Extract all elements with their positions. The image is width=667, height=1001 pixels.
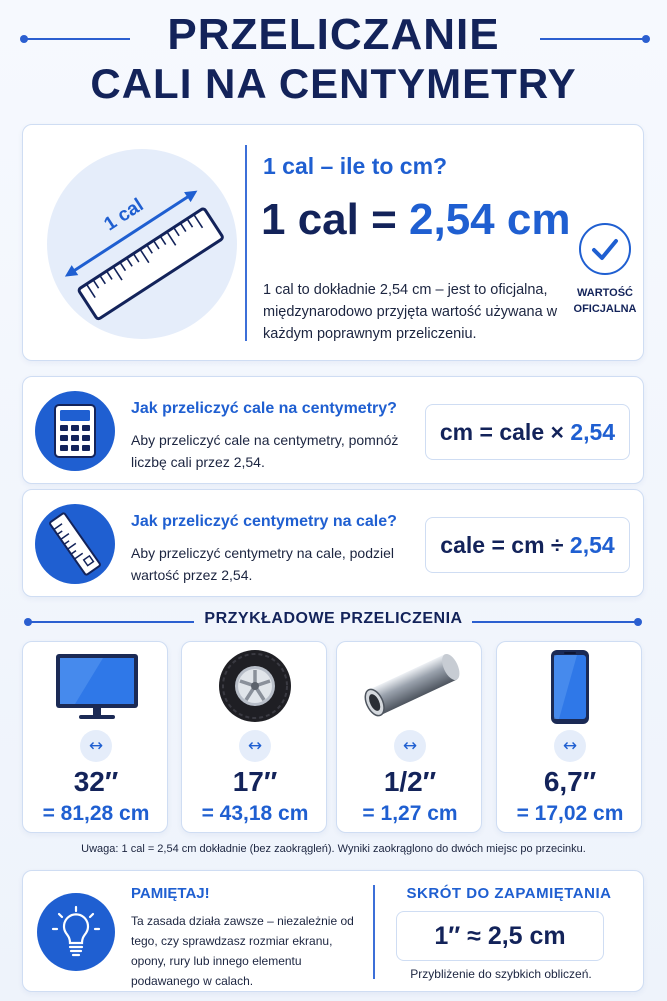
conversion-description: Aby przeliczyć centymetry na cale, podziel wartość przez 2,54. [131,545,394,583]
hero-divider [245,145,247,341]
conversion-card-inches-to-cm [22,376,644,484]
shortcut-title: SKRÓT DO ZAPAMIĘTANIA [406,885,612,902]
conversion-arrow-icon: ↔ [394,730,426,762]
conversion-arrow-icon: ↔ [80,730,112,762]
badge-line2: OFICJALNA [573,303,637,315]
examples-section-title: PRZYKŁADOWE PRZELICZENIA [204,610,463,627]
calculator-icon [35,391,115,471]
example-inches: 17″ [232,766,278,797]
tire-illustration [182,646,328,726]
example-cm: = 1,27 cm [362,802,458,825]
conversion-description: Aby przeliczyć cale na centymetry, pomnóż liczbę cali przez 2,54. [131,432,399,470]
formula-value: 2,54 [569,532,615,558]
rounding-note: Uwaga: 1 cal = 2,54 cm dokładnie (bez zaokrągleń). Wyniki zaokrąglono do dwóch miejsc po przecinku. [81,843,586,855]
hero-card [22,124,644,361]
tire-icon [182,646,328,726]
remember-title: PAMIĘTAJ! [131,885,210,902]
formula-box [425,517,630,573]
tips-divider [373,885,375,979]
shortcut-formula: 1″ ≈ 2,5 cm [396,911,604,961]
example-card-smartphone [496,641,642,833]
example-cm: = 17,02 cm [516,802,624,825]
ruler-icon [47,149,237,339]
ruler-illustration [47,149,237,339]
ruler-icon-circle [35,504,115,584]
smartphone-illustration [497,646,643,726]
header [0,0,667,120]
example-cm: = 43,18 cm [201,802,309,825]
hero-description: 1 cal to dokładnie 2,54 cm – jest to oficjalna, międzynarodowo przyjęta wartość używana w każdym poprawnym przeliczeniu. [263,282,558,342]
hero-question: 1 cal – ile to cm? [263,153,448,179]
calculator-icon-circle [35,391,115,471]
conversion-title: Jak przeliczyć cale na centymetry? [131,400,397,417]
example-cm: = 81,28 cm [42,802,150,825]
conversion-arrow-icon: ↔ [239,730,271,762]
official-value-badge [563,285,647,317]
badge-line1: WARTOŚĆ [576,287,634,299]
lightbulb-icon [37,893,115,971]
formula-text: cale = cm ÷ [440,532,570,558]
checkmark-badge [579,223,631,275]
example-card-monitor [22,641,168,833]
pipe-illustration [337,646,483,726]
formula-value: 2,54 [570,419,616,445]
example-card-pipe [336,641,482,833]
page-title-line2: CALI NA CENTYMETRY [90,60,577,107]
conversion-card-cm-to-inches [22,489,644,597]
conversion-title: Jak przeliczyć centymetry na cale? [131,513,397,530]
equation-left: 1 cal = [261,195,410,244]
monitor-illustration [23,646,169,726]
checkmark-icon [581,225,629,273]
page-title-line1: PRZELICZANIE [167,10,500,59]
conversion-arrow-icon: ↔ [554,730,586,762]
formula-box [425,404,630,460]
remember-text: Ta zasada działa zawsze – niezależnie od tego, czy sprawdzasz rozmiar ekranu, opony, rury lub innego elementu podawanego w calach. [131,914,354,988]
lightbulb-icon-circle [37,893,115,971]
example-inches: 6,7″ [543,766,597,797]
hero-equation [261,195,570,245]
ruler-icon [35,504,115,584]
ruler-label: 1 cal [100,194,148,236]
formula-text: cm = cale × [439,419,571,445]
example-card-tire [181,641,327,833]
pipe-icon [337,646,483,726]
equation-right: 2,54 cm [409,195,571,244]
example-inches: 32″ [73,766,119,797]
smartphone-icon [497,646,643,726]
shortcut-caption: Przybliżenie do szybkich obliczeń. [410,967,592,981]
example-inches: 1/2″ [383,766,437,797]
monitor-icon [23,646,169,726]
tips-card [22,870,644,992]
